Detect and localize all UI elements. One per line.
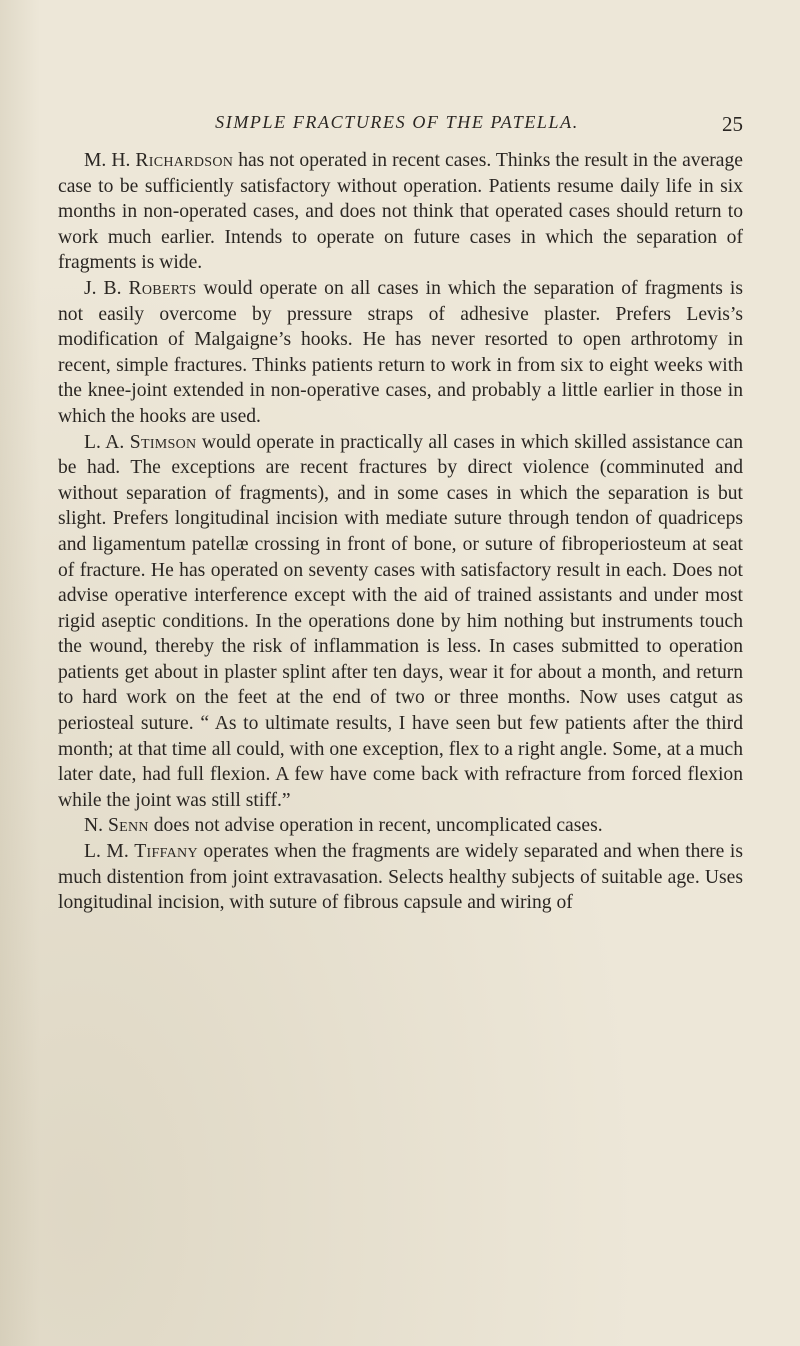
author-surname: Richardson: [135, 150, 234, 171]
paragraph-senn: [58, 813, 743, 839]
page-number: 25: [722, 112, 743, 136]
author-surname: Stimson: [129, 431, 197, 453]
running-head: [0, 112, 800, 138]
paragraph-text: operates when the fragments are widely separated and when there is much distention from joint extravasation. Selects healthy subjects of suitable age. Uses longitudinal incision, with suture of fibrous capsule and wiring of: [58, 841, 743, 914]
paragraph-richardson: [58, 148, 743, 276]
paragraph-roberts: [58, 276, 743, 430]
paragraph-tiffany: [58, 839, 743, 916]
author-surname: Tiffany: [134, 841, 198, 863]
paragraph-text: would operate in practically all cases in which skilled assistance can be had. The exceptions are recent fractures by direct violence (comminuted and without separation of fragments), and in some cases in which the separation is but slight. Prefers longitudinal incision with mediate suture through tendon of quadriceps and ligamentum patellæ crossing in front of bone, or suture of fibroperiosteum at seat of fracture. He has operated on seventy cases with satisfactory result in each. Does not advise operative interference except with the aid of trained assistants and under most rigid aseptic conditions. In the operations done by him nothing but instruments touch the wound, thereby the risk of inflammation is less. In cases submitted to operation patients get about in plaster splint after ten days, wear it for about a month, and return to hard work on the feet at the end of two or three months. Now uses catgut as periosteal suture. “ As to ultimate results, I have seen but few patients after the third month; at that time all could, with one exception, flex to a right angle. Some, at a much later date, had full flexion. A few have come back with refracture from forced flexion while the joint was still stiff.”: [58, 431, 743, 811]
author-initials: N.: [84, 815, 108, 837]
paragraph-stimson: [58, 430, 743, 814]
running-head-title: SIMPLE FRACTURES OF THE PATELLA.: [215, 112, 579, 132]
author-initials: M. H.: [84, 150, 136, 171]
paragraph-text: has not operated in recent cases. Thinks the result in the average case to be sufficiently satisfactory without operation. Patients resume daily life in six months in non-operated cases, and does not think that operated cases should return to work much earlier. Intends to operate on future cases in which the separation of fragments is wide.: [58, 150, 743, 274]
paragraph-text: would operate on all cases in which the separation of fragments is not easily overcome by pressure straps of adhesive plaster. Prefers Levis’s modification of Malgaigne’s hooks. He has never resorted to open arthrotomy in recent, simple fractures. Thinks patients return to work in from six to eight weeks with the knee-joint extended in non-operative cases, and probably a little earlier in those in which the hooks are used.: [58, 277, 743, 427]
author-initials: J. B.: [84, 277, 129, 299]
author-surname: Senn: [107, 815, 149, 837]
author-surname: Roberts: [128, 277, 197, 299]
author-initials: L. A.: [84, 431, 130, 453]
author-initials: L. M.: [84, 841, 135, 863]
paragraph-text: does not advise operation in recent, uncomplicated cases.: [148, 815, 603, 837]
body-text: [58, 148, 743, 916]
